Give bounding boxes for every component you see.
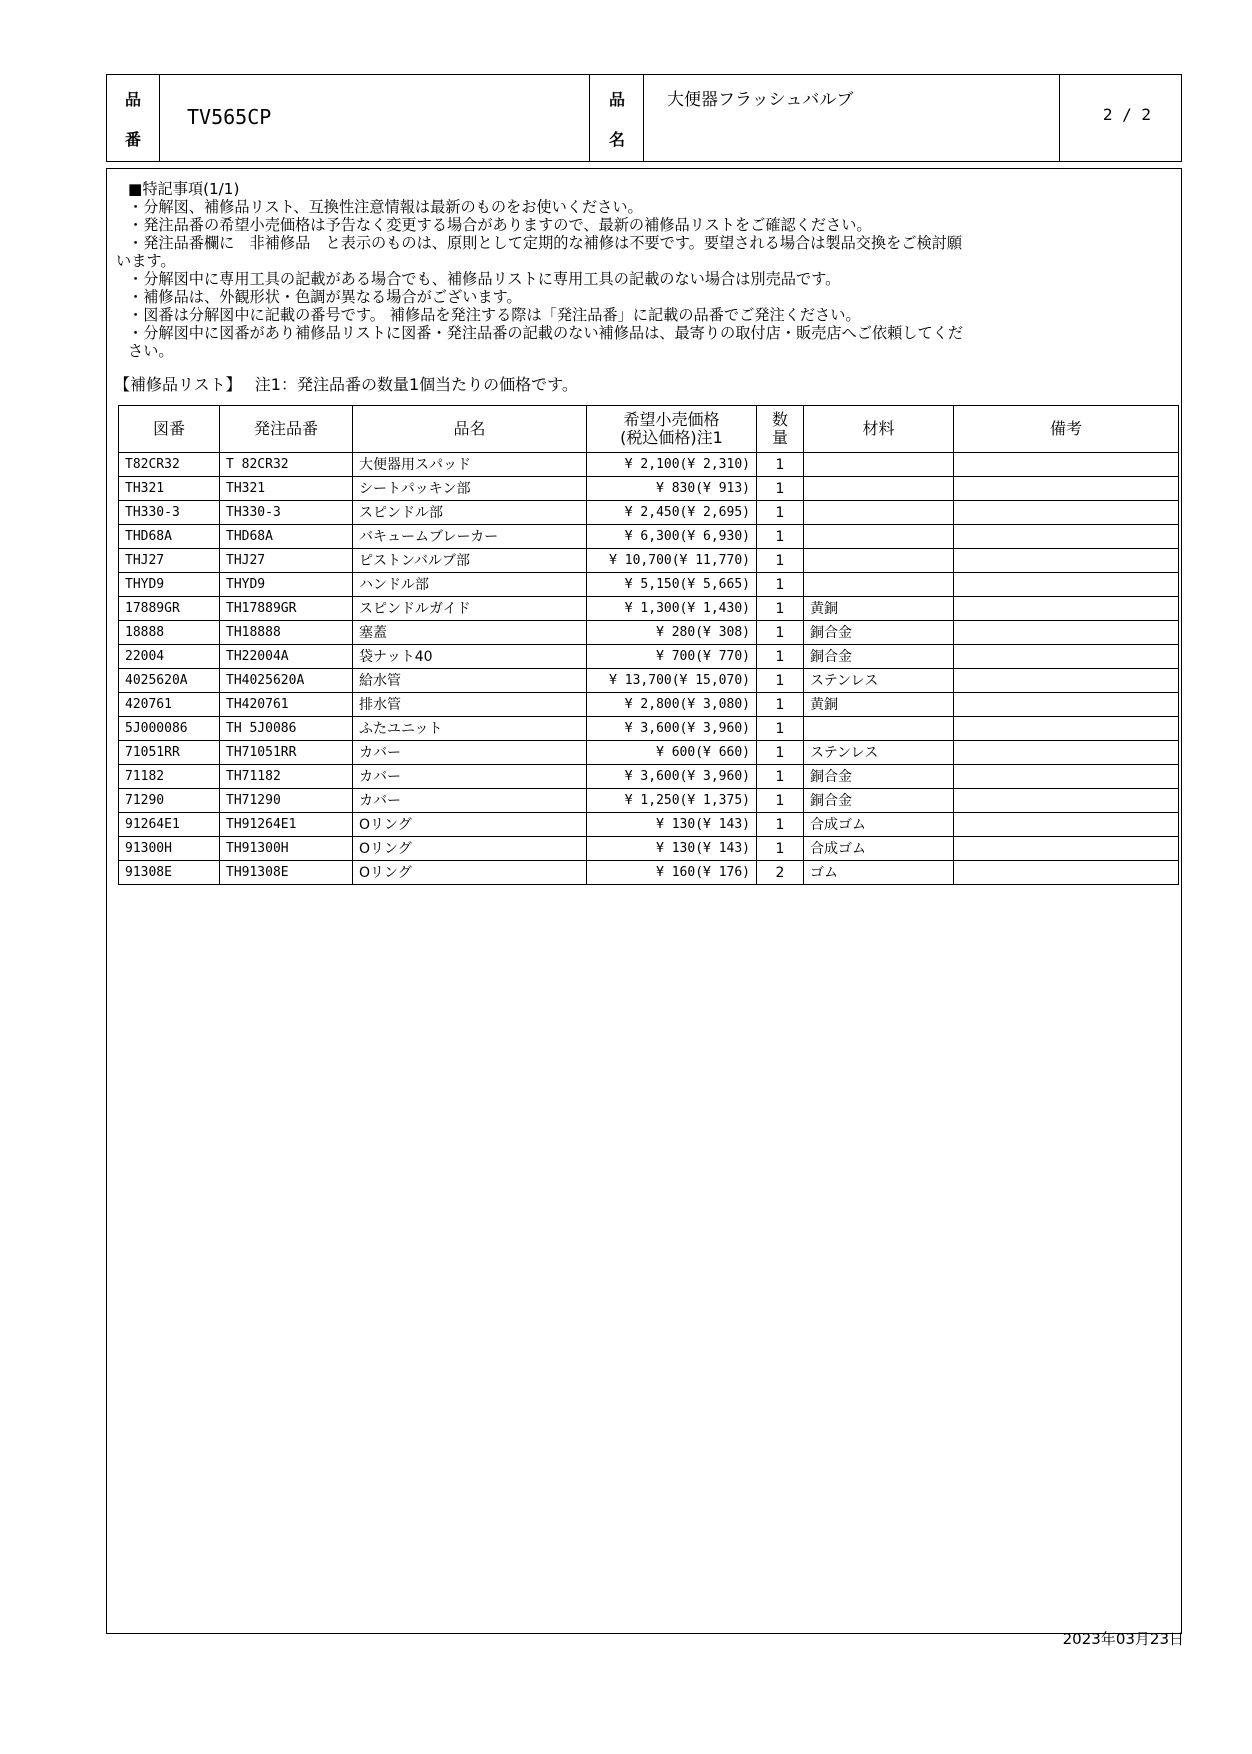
material-cell: ステンレス bbox=[804, 669, 954, 693]
figure-no-cell: THYD9 bbox=[119, 573, 220, 597]
price-cell: ¥ 2,100(¥ 2,310) bbox=[587, 453, 757, 477]
remarks-cell bbox=[954, 549, 1179, 573]
item-name-cell: バキュームブレーカー bbox=[353, 525, 587, 549]
order-no-cell: TH91308E bbox=[220, 861, 353, 885]
col-header-material: 材料 bbox=[804, 406, 954, 453]
table-row bbox=[119, 453, 1179, 477]
quantity-cell: 1 bbox=[757, 549, 804, 573]
note-line: ・補修品は、外観形状・色調が異なる場合がございます。 bbox=[128, 288, 522, 306]
item-name-cell: カバー bbox=[353, 765, 587, 789]
quantity-cell: 1 bbox=[757, 621, 804, 645]
item-name-cell: 排水管 bbox=[353, 693, 587, 717]
figure-no-cell: THD68A bbox=[119, 525, 220, 549]
figure-no-cell: TH321 bbox=[119, 477, 220, 501]
col-header-quantity bbox=[757, 406, 804, 453]
order-no-cell: TH71051RR bbox=[220, 741, 353, 765]
figure-no-cell: 91308E bbox=[119, 861, 220, 885]
figure-no-cell: 71290 bbox=[119, 789, 220, 813]
order-no-cell: TH 5J0086 bbox=[220, 717, 353, 741]
note-line: います。 bbox=[116, 252, 176, 270]
order-no-cell: TH4025620A bbox=[220, 669, 353, 693]
header-divider bbox=[643, 75, 644, 161]
order-no-cell: TH71290 bbox=[220, 789, 353, 813]
item-name-cell: 給水管 bbox=[353, 669, 587, 693]
material-cell bbox=[804, 549, 954, 573]
table-header-row bbox=[119, 406, 1179, 453]
order-no-cell: THD68A bbox=[220, 525, 353, 549]
header-divider bbox=[1059, 75, 1060, 161]
item-name-cell: カバー bbox=[353, 789, 587, 813]
issue-date: 2023年03月23日 bbox=[1062, 1630, 1184, 1648]
remarks-cell bbox=[954, 477, 1179, 501]
quantity-cell: 2 bbox=[757, 861, 804, 885]
price-cell: ¥ 2,450(¥ 2,695) bbox=[587, 501, 757, 525]
remarks-cell bbox=[954, 501, 1179, 525]
quantity-cell: 1 bbox=[757, 741, 804, 765]
quantity-cell: 1 bbox=[757, 765, 804, 789]
qty-header-line2: 量 bbox=[771, 428, 788, 447]
table-row bbox=[119, 573, 1179, 597]
page-number: 2 / 2 bbox=[1102, 105, 1151, 124]
table-row bbox=[119, 669, 1179, 693]
item-name-cell: Oリング bbox=[353, 837, 587, 861]
quantity-cell: 1 bbox=[757, 597, 804, 621]
figure-no-cell: 71051RR bbox=[119, 741, 220, 765]
table-row bbox=[119, 813, 1179, 837]
product-name: 大便器フラッシュバルブ bbox=[667, 90, 854, 110]
figure-no-cell: 71182 bbox=[119, 765, 220, 789]
item-name-cell: スピンドルガイド bbox=[353, 597, 587, 621]
note-line: ・分解図中に専用工具の記載がある場合でも、補修品リストに専用工具の記載のない場合は別売品です。 bbox=[128, 270, 841, 288]
price-cell: ¥ 1,250(¥ 1,375) bbox=[587, 789, 757, 813]
special-notes bbox=[116, 180, 1176, 360]
item-name-cell: シートパッキン部 bbox=[353, 477, 587, 501]
notes-title: ■特記事項(1/1) bbox=[128, 180, 240, 198]
figure-no-cell: THJ27 bbox=[119, 549, 220, 573]
col-header-item-name: 品名 bbox=[353, 406, 587, 453]
material-cell: ゴム bbox=[804, 861, 954, 885]
quantity-cell: 1 bbox=[757, 525, 804, 549]
table-row bbox=[119, 765, 1179, 789]
item-name-cell: 塞蓋 bbox=[353, 621, 587, 645]
header-divider bbox=[589, 75, 590, 161]
remarks-cell bbox=[954, 645, 1179, 669]
note-line: ・図番は分解図中に記載の番号です。 補修品を発注する際は「発注品番」に記載の品番でご発注ください。 bbox=[128, 306, 861, 324]
price-header-line1: 希望小売価格 bbox=[623, 410, 720, 429]
price-cell: ¥ 160(¥ 176) bbox=[587, 861, 757, 885]
note-line: さい。 bbox=[128, 342, 174, 360]
qty-header-line1: 数 bbox=[771, 410, 788, 429]
price-cell: ¥ 600(¥ 660) bbox=[587, 741, 757, 765]
parts-list-heading: 【補修品リスト】 注1：発注品番の数量1個当たりの価格です。 bbox=[114, 375, 578, 394]
note-line: ・発注品番の希望小売価格は予告なく変更する場合がありますので、最新の補修品リストをご確認ください。 bbox=[128, 216, 872, 234]
material-cell: 銅合金 bbox=[804, 645, 954, 669]
price-cell: ¥ 830(¥ 913) bbox=[587, 477, 757, 501]
price-header-line2: (税込価格)注1 bbox=[620, 428, 723, 447]
material-cell: 銅合金 bbox=[804, 621, 954, 645]
material-cell: 合成ゴム bbox=[804, 813, 954, 837]
code-label-bottom: 番 bbox=[125, 130, 142, 149]
quantity-cell: 1 bbox=[757, 789, 804, 813]
code-label-top: 品 bbox=[125, 90, 142, 109]
price-cell: ¥ 5,150(¥ 5,665) bbox=[587, 573, 757, 597]
remarks-cell bbox=[954, 789, 1179, 813]
product-code: TV565CP bbox=[187, 105, 272, 129]
material-cell: 銅合金 bbox=[804, 789, 954, 813]
table-row bbox=[119, 621, 1179, 645]
price-cell: ¥ 13,700(¥ 15,070) bbox=[587, 669, 757, 693]
item-name-cell: ふたユニット bbox=[353, 717, 587, 741]
quantity-cell: 1 bbox=[757, 717, 804, 741]
order-no-cell: TH91300H bbox=[220, 837, 353, 861]
remarks-cell bbox=[954, 573, 1179, 597]
table-row bbox=[119, 693, 1179, 717]
quantity-cell: 1 bbox=[757, 837, 804, 861]
table-row bbox=[119, 789, 1179, 813]
quantity-cell: 1 bbox=[757, 645, 804, 669]
remarks-cell bbox=[954, 453, 1179, 477]
material-cell bbox=[804, 573, 954, 597]
header-divider bbox=[159, 75, 160, 161]
quantity-cell: 1 bbox=[757, 693, 804, 717]
remarks-cell bbox=[954, 741, 1179, 765]
remarks-cell bbox=[954, 837, 1179, 861]
quantity-cell: 1 bbox=[757, 813, 804, 837]
table-row bbox=[119, 861, 1179, 885]
name-label-bottom: 名 bbox=[609, 130, 626, 149]
material-cell bbox=[804, 717, 954, 741]
figure-no-cell: 4025620A bbox=[119, 669, 220, 693]
price-cell: ¥ 130(¥ 143) bbox=[587, 837, 757, 861]
order-no-cell: TH420761 bbox=[220, 693, 353, 717]
order-no-cell: TH91264E1 bbox=[220, 813, 353, 837]
quantity-cell: 1 bbox=[757, 573, 804, 597]
item-name-cell: ピストンバルブ部 bbox=[353, 549, 587, 573]
note-line: ・分解図、補修品リスト、互換性注意情報は最新のものをお使いください。 bbox=[128, 198, 643, 216]
table-row bbox=[119, 645, 1179, 669]
table-row bbox=[119, 717, 1179, 741]
table-row bbox=[119, 501, 1179, 525]
remarks-cell bbox=[954, 765, 1179, 789]
figure-no-cell: TH330-3 bbox=[119, 501, 220, 525]
price-cell: ¥ 3,600(¥ 3,960) bbox=[587, 765, 757, 789]
item-name-cell: スピンドル部 bbox=[353, 501, 587, 525]
note-line: ・発注品番欄に 非補修品 と表示のものは、原則として定期的な補修は不要です。要望される場合は製品交換をご検討願 bbox=[128, 234, 963, 252]
material-cell: ステンレス bbox=[804, 741, 954, 765]
price-cell: ¥ 700(¥ 770) bbox=[587, 645, 757, 669]
price-cell: ¥ 10,700(¥ 11,770) bbox=[587, 549, 757, 573]
figure-no-cell: 91300H bbox=[119, 837, 220, 861]
figure-no-cell: 420761 bbox=[119, 693, 220, 717]
price-cell: ¥ 130(¥ 143) bbox=[587, 813, 757, 837]
figure-no-cell: 18888 bbox=[119, 621, 220, 645]
table-row bbox=[119, 549, 1179, 573]
material-cell bbox=[804, 453, 954, 477]
figure-no-cell: 22004 bbox=[119, 645, 220, 669]
item-name-cell: 大便器用スパッド bbox=[353, 453, 587, 477]
item-name-cell: Oリング bbox=[353, 813, 587, 837]
table-row bbox=[119, 525, 1179, 549]
material-cell bbox=[804, 525, 954, 549]
price-cell: ¥ 2,800(¥ 3,080) bbox=[587, 693, 757, 717]
price-cell: ¥ 6,300(¥ 6,930) bbox=[587, 525, 757, 549]
table-row bbox=[119, 477, 1179, 501]
remarks-cell bbox=[954, 669, 1179, 693]
col-header-remarks: 備考 bbox=[954, 406, 1179, 453]
table-row bbox=[119, 741, 1179, 765]
header-box bbox=[106, 74, 1182, 162]
figure-no-cell: 91264E1 bbox=[119, 813, 220, 837]
col-header-order-no: 発注品番 bbox=[220, 406, 353, 453]
figure-no-cell: 17889GR bbox=[119, 597, 220, 621]
remarks-cell bbox=[954, 717, 1179, 741]
quantity-cell: 1 bbox=[757, 669, 804, 693]
order-no-cell: THYD9 bbox=[220, 573, 353, 597]
parts-table bbox=[118, 405, 1179, 885]
price-cell: ¥ 3,600(¥ 3,960) bbox=[587, 717, 757, 741]
order-no-cell: T 82CR32 bbox=[220, 453, 353, 477]
remarks-cell bbox=[954, 861, 1179, 885]
name-label-top: 品 bbox=[609, 90, 626, 109]
table-row bbox=[119, 597, 1179, 621]
order-no-cell: TH18888 bbox=[220, 621, 353, 645]
price-cell: ¥ 1,300(¥ 1,430) bbox=[587, 597, 757, 621]
item-name-cell: 袋ナット40 bbox=[353, 645, 587, 669]
order-no-cell: TH321 bbox=[220, 477, 353, 501]
order-no-cell: TH71182 bbox=[220, 765, 353, 789]
note-line: ・分解図中に図番があり補修品リストに図番・発注品番の記載のない補修品は、最寄りの取付店・販売店へご依頼してくだ bbox=[128, 324, 964, 342]
order-no-cell: TH17889GR bbox=[220, 597, 353, 621]
remarks-cell bbox=[954, 597, 1179, 621]
order-no-cell: THJ27 bbox=[220, 549, 353, 573]
col-header-price bbox=[587, 406, 757, 453]
remarks-cell bbox=[954, 621, 1179, 645]
material-cell: 黄銅 bbox=[804, 597, 954, 621]
order-no-cell: TH330-3 bbox=[220, 501, 353, 525]
order-no-cell: TH22004A bbox=[220, 645, 353, 669]
material-cell: 合成ゴム bbox=[804, 837, 954, 861]
item-name-cell: カバー bbox=[353, 741, 587, 765]
remarks-cell bbox=[954, 525, 1179, 549]
quantity-cell: 1 bbox=[757, 501, 804, 525]
material-cell: 銅合金 bbox=[804, 765, 954, 789]
quantity-cell: 1 bbox=[757, 477, 804, 501]
item-name-cell: Oリング bbox=[353, 861, 587, 885]
figure-no-cell: T82CR32 bbox=[119, 453, 220, 477]
table-row bbox=[119, 837, 1179, 861]
item-name-cell: ハンドル部 bbox=[353, 573, 587, 597]
col-header-figure-no: 図番 bbox=[119, 406, 220, 453]
material-cell bbox=[804, 477, 954, 501]
remarks-cell bbox=[954, 813, 1179, 837]
remarks-cell bbox=[954, 693, 1179, 717]
price-cell: ¥ 280(¥ 308) bbox=[587, 621, 757, 645]
quantity-cell: 1 bbox=[757, 453, 804, 477]
material-cell: 黄銅 bbox=[804, 693, 954, 717]
figure-no-cell: 5J000086 bbox=[119, 717, 220, 741]
material-cell bbox=[804, 501, 954, 525]
